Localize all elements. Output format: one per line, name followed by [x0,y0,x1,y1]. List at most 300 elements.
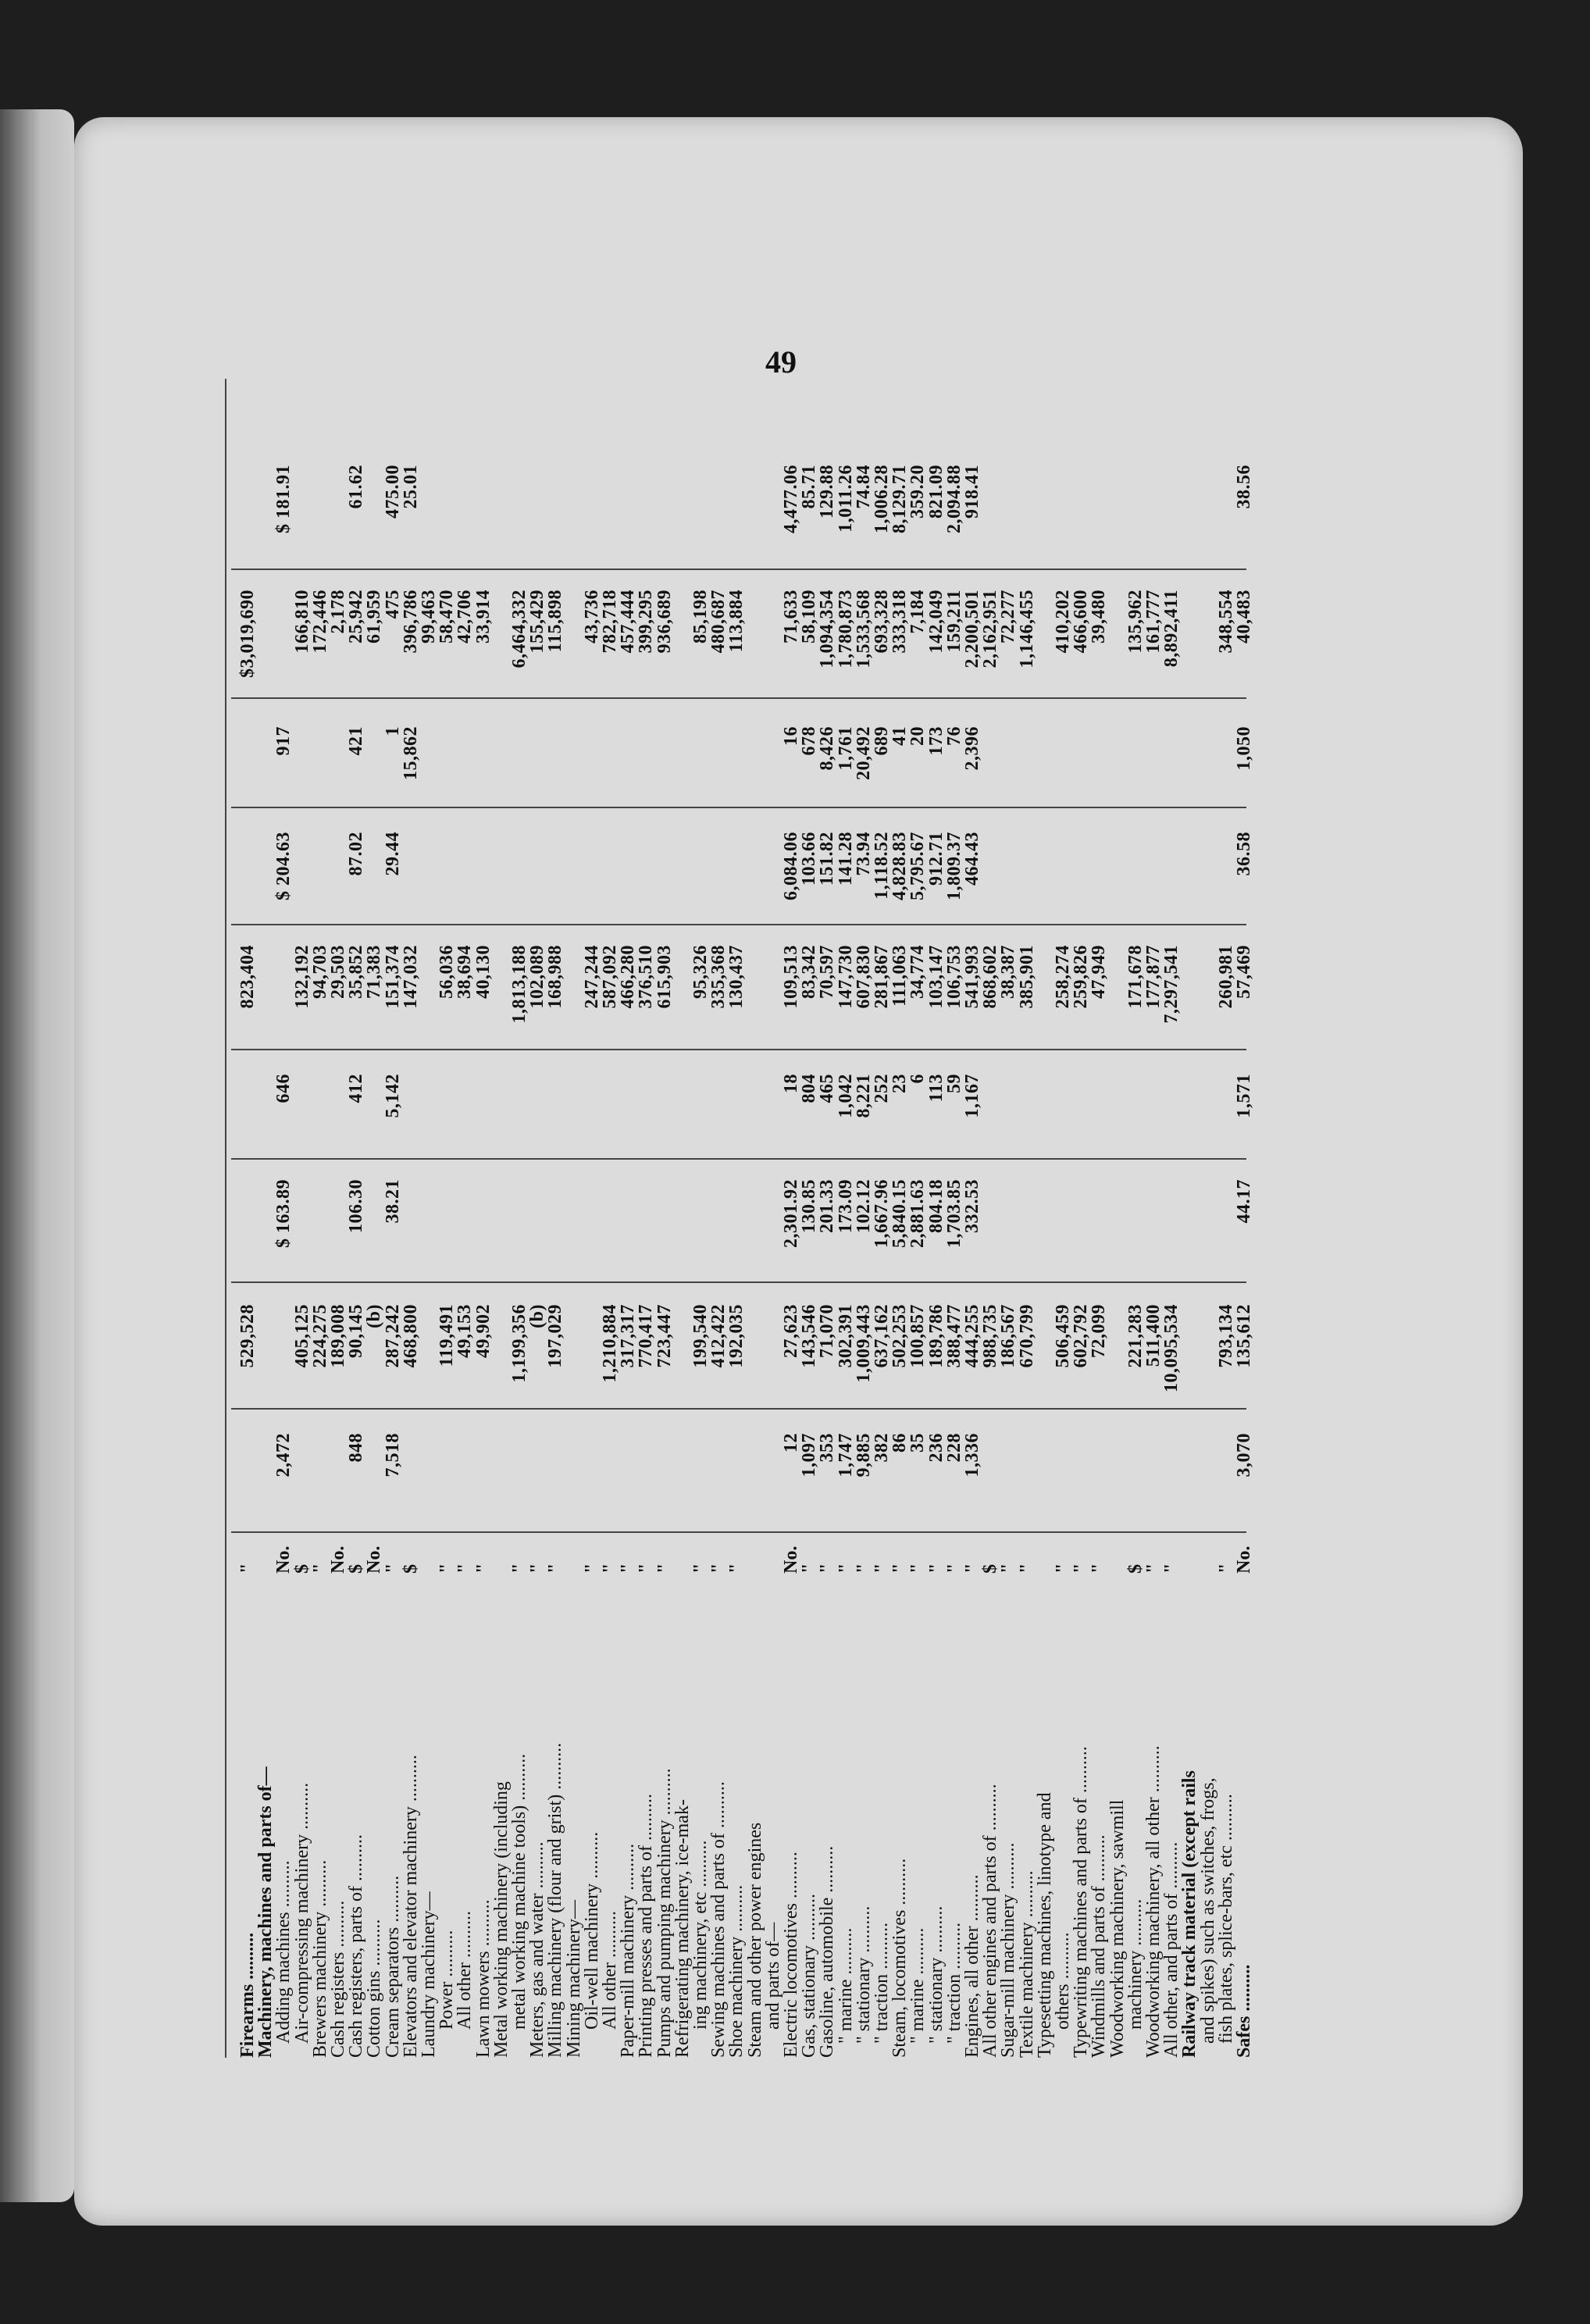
table-cell: 5,840.15 [889,1179,911,1248]
table-cell: 4,828.83 [889,832,911,900]
row-unit: No. [328,1545,348,1574]
row-label: All other, and parts of .......... [1161,1841,1182,2058]
row-unit: " [437,1563,458,1574]
table-cell: 2,396 [962,726,982,771]
table-cell: 166,810 [291,590,312,654]
table-cell: 20 [907,726,929,746]
table-cell: 173 [925,726,947,756]
table-cell: 10,095,534 [1161,1304,1182,1392]
table-cell: 119,491 [437,1304,458,1367]
row-unit: " [309,1563,330,1574]
table-cell: 475 [382,590,403,619]
row-label: All other engines and parts of .......... [980,1784,1001,2058]
row-unit: No. [781,1545,801,1574]
table-cell: 693,328 [872,590,892,654]
table-cell: 9,885 [853,1433,874,1477]
table-cell: 4,477.06 [781,465,801,533]
table-cell: 155,429 [527,590,548,654]
row-unit: " [654,1563,675,1574]
table-cell: 15,862 [400,726,421,780]
table-cell: 72,099 [1089,1304,1110,1358]
row-unit: " [600,1563,620,1574]
table-cell: 58,470 [437,590,458,643]
table-cell: 147,730 [835,945,856,1009]
table-cell: 189,008 [328,1304,348,1368]
table-cell: 6,084.06 [781,832,801,900]
rotated-statistics-table [223,379,1278,2058]
row-unit: $ [980,1564,1001,1574]
row-label: and parts of— [762,1922,783,2030]
row-label: Printing presses and parts of .......... [636,1794,657,2058]
row-label: Power .......... [437,1930,458,2030]
table-cell: 27,623 [781,1304,801,1358]
table-cell: 192,035 [726,1304,747,1368]
row-label: ing machinery, etc .......... [690,1840,711,2030]
table-cell: 804.18 [925,1179,947,1233]
previous-page-edge [0,109,74,2202]
table-cell: 29.44 [382,832,403,876]
table-cell: 228 [943,1433,964,1463]
table-cell: 1,667.96 [872,1179,892,1248]
row-label: " stationary .......... [853,1905,874,2044]
row-label: Electric locomotives .......... [781,1852,801,2058]
row-unit: $ [400,1564,421,1574]
row-label: Engines, all other .......... [962,1874,982,2058]
row-label: " traction .......... [872,1922,892,2044]
table-cell: 85.71 [799,465,820,509]
table-cell: 678 [799,726,820,756]
table-cell: 412,422 [708,1304,729,1368]
row-label: " marine .......... [907,1927,929,2044]
row-label: Mining machinery— [563,1900,584,2058]
table-cell: 103,147 [925,945,947,1009]
table-cell: 85,198 [690,590,711,643]
table-cell: 74.84 [853,465,874,509]
table-cell: 359.20 [907,465,929,519]
table-cell: 201.33 [817,1179,838,1233]
table-cell: 1,094,354 [817,590,838,668]
table-cell: 868,602 [980,945,1001,1009]
table-cell: 38.21 [382,1179,403,1224]
row-label: Railway track material (except rails [1179,1770,1200,2058]
row-label: Paper-mill machinery .......... [618,1843,639,2058]
table-cell: 281,867 [872,945,892,1009]
row-unit: " [618,1563,639,1574]
table-cell: 72,277 [998,590,1019,643]
table-cell: $ 181.91 [273,465,294,533]
row-unit: " [1215,1563,1236,1574]
table-cell: 135,962 [1125,590,1146,654]
table-cell: 61,959 [364,590,385,643]
table-cell: 34,774 [907,945,929,999]
row-unit: $ [291,1564,312,1574]
table-cell: 821.09 [925,465,947,519]
table-cell: 1,006.28 [872,465,892,533]
table-cell: $3,019,690 [237,590,258,678]
table-cell: 100,857 [907,1304,929,1368]
row-unit: " [1053,1563,1073,1574]
table-cell: 61.62 [346,465,367,509]
row-unit: " [817,1563,838,1574]
table-cell: 76 [943,726,964,746]
table-cell: 18 [781,1074,801,1093]
table-cell: 502,253 [889,1304,911,1368]
table-cell: 132,192 [291,945,312,1009]
table-cell: 848 [346,1433,367,1463]
row-label: Shoe machinery .......... [726,1884,747,2058]
table-cell: 7,297,541 [1161,945,1182,1024]
row-unit: " [799,1563,820,1574]
table-cell: 2,881.63 [907,1179,929,1248]
table-cell: 12 [781,1433,801,1452]
table-cell: 189,786 [925,1304,947,1368]
table-cell: 1,097 [799,1433,820,1477]
table-cell: 171,678 [1125,945,1146,1009]
table-cell: 130,437 [726,945,747,1009]
table-cell: 7,184 [907,590,929,634]
table-cell: 1,533,568 [853,590,874,668]
row-label: Meters, gas and water .......... [527,1841,548,2058]
table-cell: 8,221 [853,1074,874,1118]
table-cell: 258,274 [1053,945,1073,1009]
table-cell: 59 [943,1074,964,1093]
table-cell: 111,063 [889,945,911,1007]
row-label: Woodworking machinery, all other .......... [1143,1745,1164,2058]
table-cell: 49,902 [472,1304,494,1358]
table-cell: 5,142 [382,1074,403,1118]
table-cell: 457,444 [618,590,639,654]
table-cell: 56,036 [437,945,458,999]
row-unit: " [907,1563,929,1574]
table-cell: 113 [925,1074,947,1103]
row-unit: " [237,1563,258,1574]
table-cell: 1,761 [835,726,856,771]
table-cell: 8,426 [817,726,838,771]
table-cell: 40,130 [472,945,494,999]
table-cell: 1,011.26 [835,465,856,533]
row-unit: " [835,1563,856,1574]
row-label: Safes .......... [1234,1964,1254,2058]
table-cell: 5,795.67 [907,832,929,900]
table-cell: 1,146,455 [1016,590,1037,668]
table-cell: 912.71 [925,832,947,886]
table-cell: 1,336 [962,1433,982,1477]
table-body [223,379,1278,2058]
table-cell: 71,633 [781,590,801,643]
table-cell: 177,877 [1143,945,1164,1009]
row-unit: " [925,1563,947,1574]
table-cell: 412 [346,1074,367,1103]
table-top-rule [225,379,226,2058]
row-unit: " [1089,1563,1110,1574]
table-cell: 2,301.92 [781,1179,801,1248]
row-unit: " [943,1563,964,1574]
table-cell: 95,326 [690,945,711,999]
table-cell: 90,145 [346,1304,367,1358]
row-label: Cash registers, parts of .......... [346,1834,367,2058]
table-cell: 36.58 [1234,832,1254,876]
row-unit: " [1016,1563,1037,1574]
row-unit: " [690,1563,711,1574]
table-cell: 723,447 [654,1304,675,1368]
table-cell: 259,826 [1071,945,1092,1009]
table-cell: 918.41 [962,465,982,519]
table-cell: 86 [889,1433,911,1452]
row-label: Typewriting machines and parts of .......... [1071,1746,1092,2058]
table-cell: 135,612 [1234,1304,1254,1368]
row-unit: " [455,1563,476,1574]
table-cell: 35,852 [346,945,367,999]
table-cell: 20,492 [853,726,874,780]
table-cell: 247,244 [581,945,602,1009]
table-cell: 646 [273,1074,294,1103]
table-cell: 109,513 [781,945,801,1009]
row-unit: " [1143,1563,1164,1574]
table-cell: 1,780,873 [835,590,856,668]
table-cell: 421 [346,726,367,756]
table-cell: 33,914 [472,590,494,643]
table-cell: 142,049 [925,590,947,654]
table-cell: 2,178 [328,590,348,634]
table-cell: 988,735 [980,1304,1001,1368]
table-cell: 1,050 [1234,726,1254,771]
row-label: Laundry machinery— [419,1891,439,2058]
row-unit: " [545,1563,566,1574]
table-cell: 302,391 [835,1304,856,1368]
table-cell: 130.85 [799,1179,820,1233]
row-label: Adding machines .......... [273,1860,294,2044]
table-cell: 16 [781,726,801,746]
table-cell: 161,777 [1143,590,1164,654]
row-label: Steam and other power engines [744,1822,765,2058]
row-label: Oil-well machinery .......... [581,1831,602,2030]
table-cell: 770,417 [636,1304,657,1368]
table-cell: 94,703 [309,945,330,999]
table-cell: 43,736 [581,590,602,643]
table-cell: 147,032 [400,945,421,1009]
row-unit: " [509,1563,529,1574]
table-cell: 511,400 [1143,1304,1164,1367]
table-cell: 40,483 [1234,590,1254,643]
row-label: Woodworking machinery, sawmill [1107,1799,1128,2058]
table-cell: 529,528 [237,1304,258,1368]
table-cell: 29,503 [328,945,348,999]
table-cell: 2,472 [273,1433,294,1477]
table-cell: 224,275 [309,1304,330,1368]
table-cell: 637,162 [872,1304,892,1368]
table-cell: 317,317 [618,1304,639,1368]
table-cell: 58,109 [799,590,820,643]
table-cell: 159,211 [943,590,964,653]
table-cell: 102.12 [853,1179,874,1233]
table-cell: 38.56 [1234,465,1254,509]
table-cell: 173.09 [835,1179,856,1233]
row-unit: " [998,1563,1019,1574]
row-label: Steam, locomotives .......... [889,1858,911,2058]
table-cell: 1,747 [835,1433,856,1477]
row-label: Textile machinery .......... [1016,1870,1037,2058]
table-cell: 172,446 [309,590,330,654]
row-unit: " [962,1563,982,1574]
table-cell: 38,694 [455,945,476,999]
table-cell: 602,792 [1071,1304,1092,1368]
table-cell: 382 [872,1433,892,1463]
table-cell: 87.02 [346,832,367,876]
row-label: Sewing machines and parts of .......... [708,1781,729,2058]
table-cell: 143,546 [799,1304,820,1368]
table-cell: 168,988 [545,945,566,1009]
table-cell: 129.88 [817,465,838,519]
table-cell: 689 [872,726,892,756]
table-cell: 348,554 [1215,590,1236,654]
table-cell: 141.28 [835,832,856,886]
row-label: Lawn mowers .......... [472,1899,494,2058]
table-cell: 615,903 [654,945,675,1009]
row-unit: " [472,1563,494,1574]
row-label: Cotton gins .......... [364,1919,385,2058]
table-cell: 793,134 [1215,1304,1236,1368]
row-unit: $ [1125,1564,1146,1574]
row-label: Windmills and parts of .......... [1089,1834,1110,2058]
table-cell: 6,464,332 [509,590,529,668]
table-cell: 480,687 [708,590,729,654]
table-cell: 376,510 [636,945,657,1009]
table-cell: 70,597 [817,945,838,999]
table-cell: 186,567 [998,1304,1019,1368]
row-label: Gas, stationary .......... [799,1894,820,2058]
table-cell: 7,518 [382,1433,403,1477]
table-cell: 103.66 [799,832,820,886]
table-cell: $ 204.63 [273,832,294,900]
table-cell: 113,884 [726,590,747,653]
row-label: All other .......... [600,1911,620,2030]
row-unit: No. [273,1545,294,1574]
row-label: Sugar-mill machinery .......... [998,1842,1019,2058]
row-label: Gasoline, automobile .......... [817,1845,838,2058]
row-label: " traction .......... [943,1922,964,2044]
table-cell: 151,374 [382,945,403,1009]
table-cell: 221,283 [1125,1304,1146,1368]
row-unit: " [708,1563,729,1574]
table-cell: 405,125 [291,1304,312,1368]
table-cell: 260,981 [1215,945,1236,1009]
table-cell: 804 [799,1074,820,1103]
row-unit: " [527,1563,548,1574]
row-unit: " [1071,1563,1092,1574]
table-cell: 6 [907,1074,929,1084]
row-label: Milling machinery (flour and grist) .......... [545,1742,566,2058]
page-number: 49 [765,344,797,380]
table-cell: 1,809.37 [943,832,964,900]
table-cell: 115,898 [545,590,566,653]
table-cell: 35 [907,1433,929,1452]
table-cell: 2,162,951 [980,590,1001,668]
table-cell: 607,830 [853,945,874,1009]
table-cell: 99,463 [419,590,439,643]
table-cell: 252 [872,1074,892,1103]
table-cell: 2,094.88 [943,465,964,533]
row-unit: " [889,1563,911,1574]
table-cell: 1,042 [835,1074,856,1118]
table-cell: 1,167 [962,1074,982,1118]
table-cell: (b) [364,1304,385,1328]
table-cell: 8,129.71 [889,465,911,533]
table-cell: 102,089 [527,945,548,1009]
row-label: machinery .......... [1125,1898,1146,2030]
row-label: All other .......... [455,1911,476,2030]
row-label: Refrigerating machinery, ice-mak- [672,1799,693,2058]
table-cell: 1,009,443 [853,1304,874,1383]
table-cell: 47,949 [1089,945,1110,999]
row-label: " marine .......... [835,1927,856,2044]
table-cell: 236 [925,1433,947,1463]
table-cell: 465 [817,1074,838,1103]
row-label: others .......... [1053,1932,1073,2030]
row-label: Cream separators .......... [382,1875,403,2058]
table-cell: 8,892,411 [1161,590,1182,668]
table-cell: 335,368 [708,945,729,1009]
table-cell: (b) [527,1304,548,1328]
table-cell: 353 [817,1433,838,1463]
table-cell: 25.01 [400,465,421,509]
table-cell: 506,459 [1053,1304,1073,1368]
table-cell: 42,706 [455,590,476,643]
table-cell: 106,753 [943,945,964,1009]
row-label: Metal working machinery (including [490,1781,512,2058]
table-cell: 197,029 [545,1304,566,1368]
row-unit: $ [346,1564,367,1574]
row-unit: " [726,1563,747,1574]
table-cell: 38,387 [998,945,1019,999]
row-unit: " [872,1563,892,1574]
table-cell: 83,342 [799,945,820,999]
table-cell: 1,813,188 [509,945,529,1024]
table-cell: 823,404 [237,945,258,1009]
row-unit: " [853,1563,874,1574]
table-cell: 151.82 [817,832,838,886]
table-cell: 399,295 [636,590,657,654]
table-cell: 71,383 [364,945,385,999]
table-cell: 410,202 [1053,590,1073,654]
row-label: Firearms .......... [237,1932,258,2058]
row-label: metal working machine tools) .......... [509,1753,529,2030]
row-label: fish plates, splice-bars, etc .......... [1215,1794,1236,2044]
table-cell: 3,070 [1234,1433,1254,1477]
table-cell: 396,786 [400,590,421,654]
table-cell: 464.43 [962,832,982,886]
table-cell: 1,210,884 [600,1304,620,1383]
table-cell: 71,070 [817,1304,838,1358]
table-cell: 49,153 [455,1304,476,1358]
row-label: Pumps and pumping machinery .......... [654,1768,675,2058]
row-label: and spikes) such as switches, frogs, [1197,1777,1218,2044]
row-unit: No. [364,1545,385,1574]
table-cell: 468,800 [400,1304,421,1368]
row-label: Cash registers .......... [328,1900,348,2058]
row-unit: No. [1234,1545,1254,1574]
table-cell: 39,480 [1089,590,1110,643]
table-cell: 25,942 [346,590,367,643]
table-cell: 199,540 [690,1304,711,1368]
table-cell: 332.53 [962,1179,982,1233]
table-cell: $ 163.89 [273,1179,294,1248]
table-cell: 333,318 [889,590,911,654]
table-cell: 1,118.52 [872,832,892,900]
row-label: Brewers machinery .......... [309,1859,330,2058]
row-label: Air-compressing machinery .......... [291,1782,312,2044]
row-label: " stationary .......... [925,1905,947,2044]
table-cell: 1,199,356 [509,1304,529,1383]
